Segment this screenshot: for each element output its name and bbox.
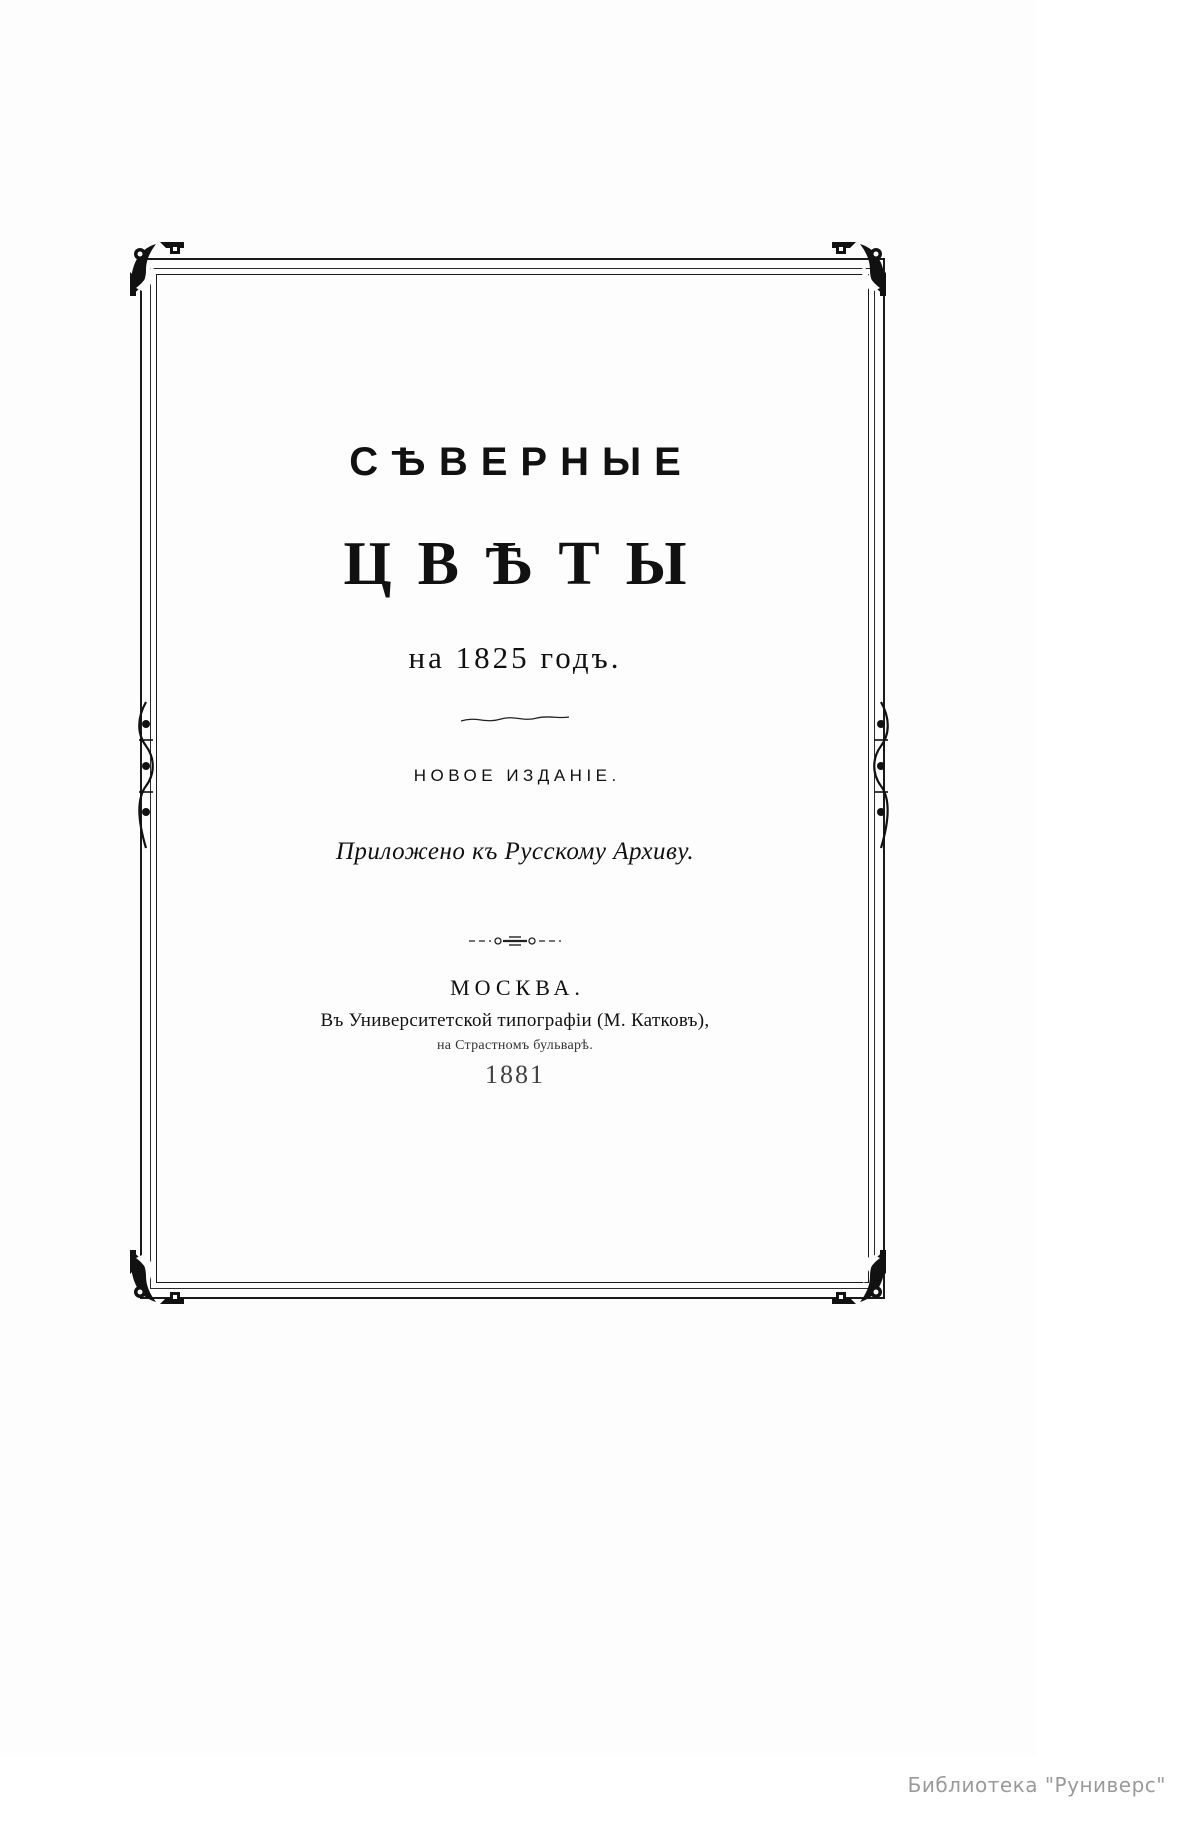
corner-ornament-icon [126,238,188,300]
imprint-city: МОСКВА. [450,975,585,1000]
imprint-block [180,975,850,1090]
imprint-press: Въ Университетской типографiи (М. Катковъ), [320,1010,710,1031]
side-ornament-icon [868,700,894,850]
side-ornament-icon [133,700,159,850]
fleuron-divider-icon [465,932,565,950]
imprint-street: на Страстномъ бульварѣ. [436,1038,593,1053]
wave-rule-icon [459,712,571,726]
corner-ornament-icon [828,238,890,300]
appendix-line: Приложено къ Русскому Архиву. [335,838,695,865]
imprint-year: 1881 [485,1060,545,1089]
edition-line: НОВОЕ ИЗДАНIЕ. [413,766,621,785]
library-watermark: Библиотека "Руниверс" [907,1773,1166,1797]
title-line-1: СѢВЕРНЫЕ [349,440,694,484]
title-year-line: на 1825 годъ. [408,640,622,675]
title-block [180,440,850,950]
corner-ornament-icon [126,1246,188,1308]
corner-ornament-icon [828,1246,890,1308]
title-line-2: ЦВѢТЫ [343,530,713,598]
